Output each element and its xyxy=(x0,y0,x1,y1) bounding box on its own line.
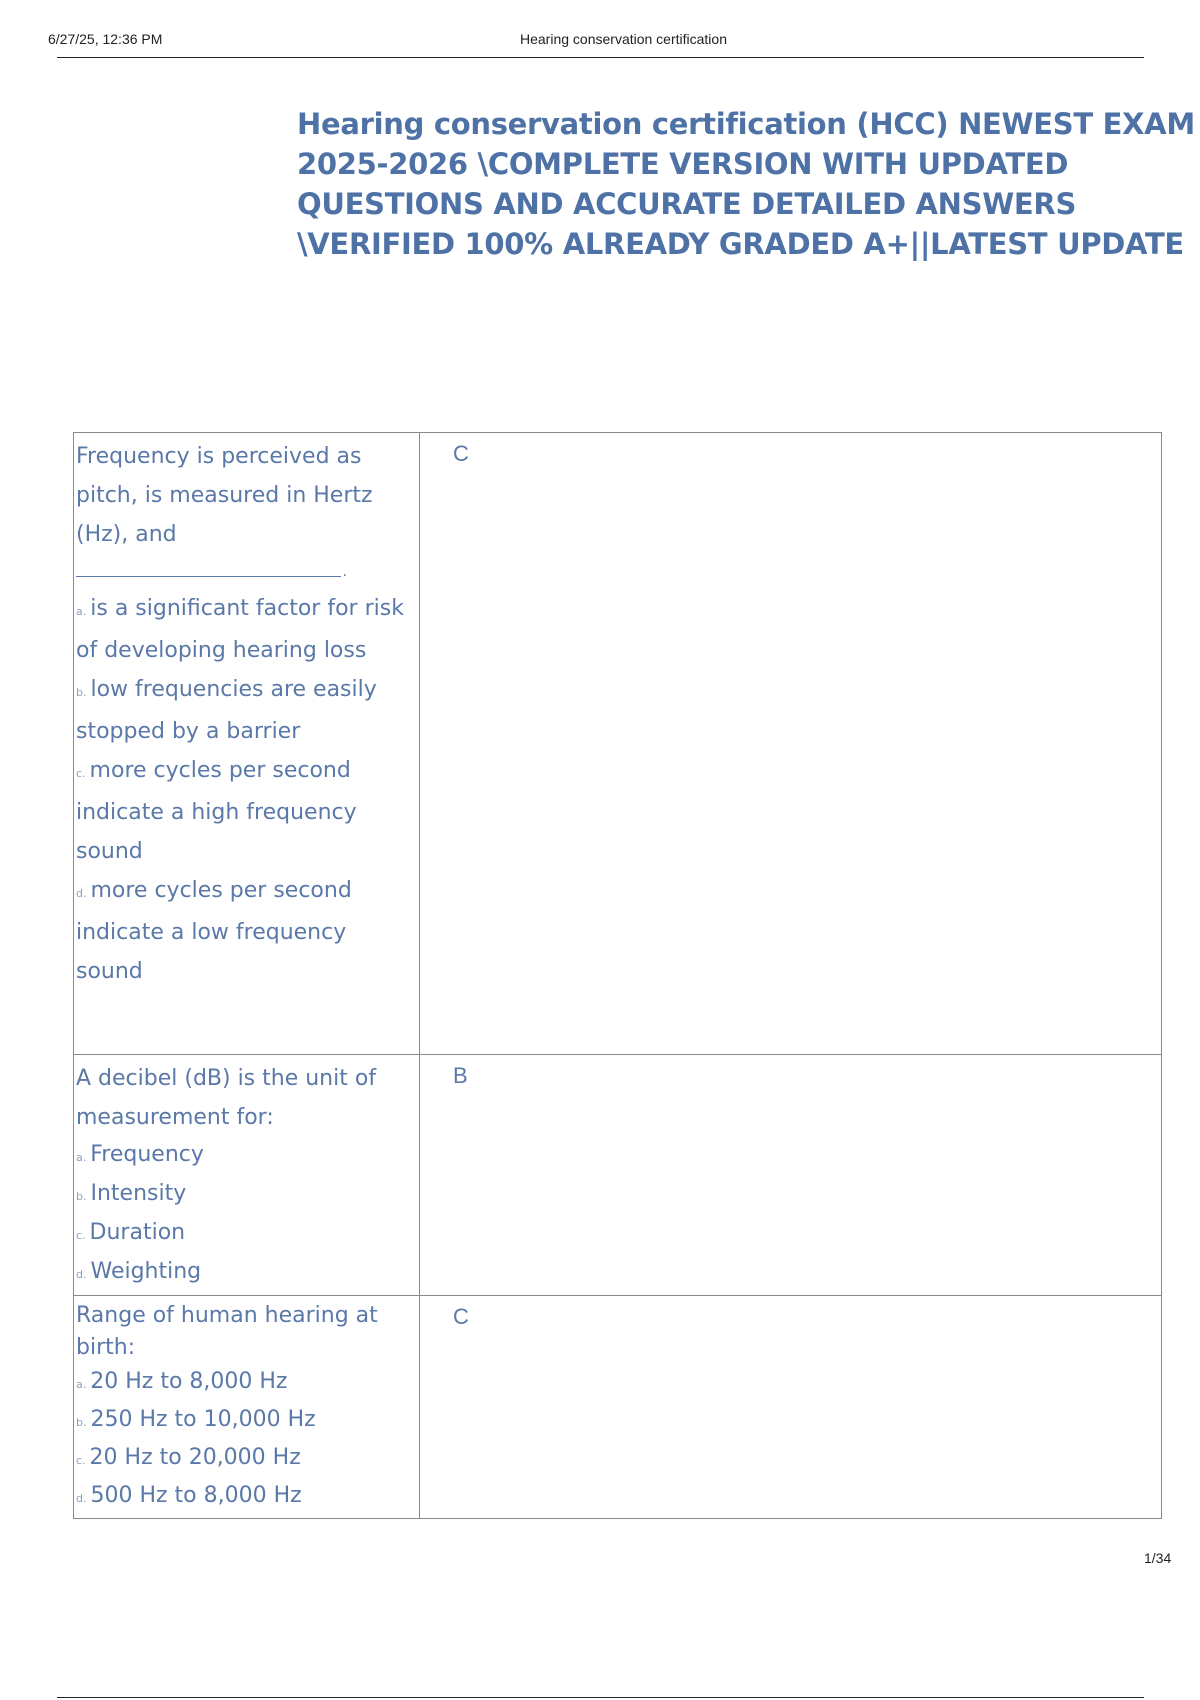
option-c xyxy=(76,1440,411,1478)
question-table xyxy=(73,432,1162,1519)
option-letter: c. xyxy=(76,1454,86,1467)
answer-cell: B xyxy=(420,1055,1162,1296)
option-letter: b. xyxy=(76,686,87,699)
question-stem: Range of human hearing at birth: xyxy=(76,1303,378,1360)
option-text: Weighting xyxy=(90,1259,202,1284)
option-a xyxy=(76,1364,411,1402)
option-letter: c. xyxy=(76,1229,86,1242)
option-c xyxy=(76,1215,411,1254)
option-a xyxy=(76,1137,411,1176)
table-row xyxy=(74,1055,1162,1296)
option-text: is a significant factor for risk of developing hearing loss xyxy=(76,596,404,663)
print-timestamp: 6/27/25, 12:36 PM xyxy=(48,31,163,47)
option-d xyxy=(76,871,411,991)
option-letter: d. xyxy=(76,887,87,900)
question-cell xyxy=(74,433,420,1055)
option-text: more cycles per second indicate a high frequency sound xyxy=(76,758,357,864)
option-text: more cycles per second indicate a low frequency sound xyxy=(76,878,352,984)
option-text: 500 Hz to 8,000 Hz xyxy=(90,1483,302,1508)
question-cell xyxy=(74,1296,420,1519)
answer-cell: C xyxy=(420,433,1162,1055)
option-letter: c. xyxy=(76,767,86,780)
table-row xyxy=(74,1296,1162,1519)
option-letter: b. xyxy=(76,1190,87,1203)
option-a xyxy=(76,589,411,670)
footer-rule xyxy=(57,1697,1144,1698)
option-letter: b. xyxy=(76,1416,87,1429)
print-doc-title: Hearing conservation certification xyxy=(520,31,727,47)
option-letter: d. xyxy=(76,1492,87,1505)
option-text: Duration xyxy=(89,1220,186,1245)
question-stem: A decibel (dB) is the unit of measurement for: xyxy=(76,1066,377,1130)
header-rule xyxy=(57,57,1144,58)
option-d xyxy=(76,1478,411,1516)
question-cell xyxy=(74,1055,420,1296)
option-letter: a. xyxy=(76,1378,87,1391)
print-header xyxy=(48,31,1144,55)
question-stem: Frequency is perceived as pitch, is measured in Hertz (Hz), and xyxy=(76,444,373,547)
option-letter: a. xyxy=(76,1151,87,1164)
page-number: 1/34 xyxy=(1144,1550,1172,1566)
option-letter: a. xyxy=(76,605,87,618)
option-c xyxy=(76,751,411,871)
answer-blank xyxy=(76,554,341,577)
option-letter: d. xyxy=(76,1268,87,1281)
option-b xyxy=(76,1176,411,1215)
option-text: 20 Hz to 8,000 Hz xyxy=(90,1369,288,1394)
option-text: 250 Hz to 10,000 Hz xyxy=(90,1407,316,1432)
option-d xyxy=(76,1254,411,1293)
page-title: Hearing conservation certification (HCC) NEWEST EXAM 2025-2026 \COMPLETE VERSION WITH UPDATED QUESTIONS AND ACCURATE DETAILED ANSWERS \VERIFIED 100% ALREADY GRADED A+||LATEST UPDATE xyxy=(297,107,1195,261)
option-text: 20 Hz to 20,000 Hz xyxy=(89,1445,301,1470)
answer-cell: C xyxy=(420,1296,1162,1519)
table-row xyxy=(74,433,1162,1055)
option-text: low frequencies are easily stopped by a barrier xyxy=(76,677,377,744)
option-text: Intensity xyxy=(90,1181,187,1206)
option-b xyxy=(76,670,411,751)
option-text: Frequency xyxy=(90,1142,204,1167)
option-b xyxy=(76,1402,411,1440)
